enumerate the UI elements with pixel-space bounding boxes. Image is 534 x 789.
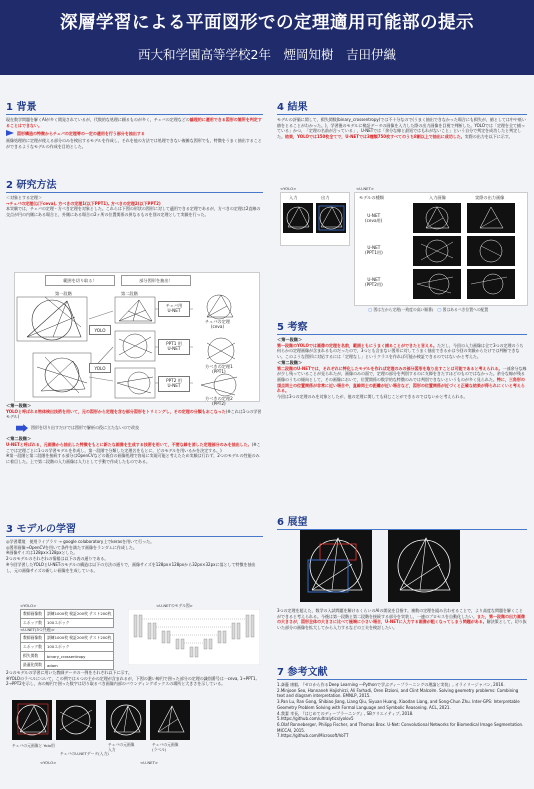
- outlook-text: [277, 608, 527, 631]
- training-line: 2つのモデルの学習に用いた教師データの一例をそれぞれ以下に示す。: [6, 670, 133, 675]
- table-row: [21, 610, 114, 619]
- example-figure: [106, 700, 146, 740]
- legend-circle-icon: ◯: [437, 307, 442, 312]
- legend-text: 図はあるべき位置への配置: [442, 307, 489, 312]
- example-tag: <U-NET>: [140, 760, 159, 765]
- unet-output-2: [467, 236, 515, 266]
- background-bullet-text: 図形構造の特徴からチェバの定理等の一定の適用を行う部分を抽出する: [17, 130, 145, 136]
- outlook-tail: 解決策として，切り抜いた部分の画像を拡大してから入力するなどの工夫を検討したい。: [277, 619, 527, 631]
- input-label: 入力: [289, 195, 298, 200]
- training-line: ◎図形画像→OpenCVを用いて条件を満たす画像をランダムに作成した。: [6, 544, 137, 550]
- example-caption: チェバの元画像 入力: [108, 742, 135, 752]
- discussion-stage2-title: ＜第二段階＞: [277, 359, 303, 365]
- training-line: ※今回学習したYOLOとU-NETのモデルの構造は以下の方法の通りで，画像サイズを128px×128pxから32px×32pxに落として特徴を抽出し，元の画像サイズの新しい画像を生成している。: [6, 561, 256, 573]
- results-unet-table: [354, 192, 528, 306]
- unet-input-2: [413, 236, 461, 266]
- output-label-1: チェバの定理 (ceva): [205, 319, 230, 329]
- results-text-part: モデルの評価に関して，損失関数(binary_crossentropy)では不十分なので(うまく抽出できなかった場合にも損失が，値としては中や低い値をとることがわかった。)，学習後のモデルに検証データの画像を入力した際の出力画像を目視で判断した。YOLOでは「定理を全て捕っている」かつ，「定理の名前が合っている」，U-NETでは「余分な線と最短ではもれがないこと」という自分で判定を成功したと判定した。: [277, 117, 526, 140]
- unet-table-label: <U-NET(3つ共通)>: [20, 627, 55, 632]
- poster-title: 深層学習による平面図形での定理適用可能部の提示: [60, 13, 474, 33]
- yolo-label-2: YOLO: [94, 365, 106, 371]
- section-background: [6, 98, 263, 150]
- unet-box-2: [158, 339, 190, 355]
- reference-item: 5.https://github.com/ultralytics/yolov5: [277, 716, 354, 722]
- training-line: ※画像サイズは128px×128pxとした。: [6, 550, 78, 556]
- background-text-2: 画像処理的に定理が使える部分のみを検出するモデルを作成し，それを他の方法では処理できない複雑な図形でも，特徴をうまく抽出することができるようなモデルの作成を目的とした。: [6, 138, 262, 150]
- training-examples-text: [6, 670, 263, 687]
- discussion-conclusion: 今回は3つの定理のみを対象としたが，他の定理に関しても同じことができるのではないかと考えられる。: [277, 394, 468, 400]
- outlook-paragraph: [277, 608, 527, 631]
- unet-label-3: PPT2 用 U-NET: [166, 378, 182, 388]
- results-yolo-panel: [280, 192, 350, 246]
- stage1-tail: (※これは1つの学習モデル): [6, 408, 262, 420]
- unet-input-3: [413, 269, 461, 299]
- range-label: 範囲を切り取る！: [63, 278, 97, 283]
- example-image-1: [12, 700, 52, 740]
- table-cell: 損失関数: [21, 652, 45, 661]
- part-label: 部分図形を抽出！: [139, 278, 173, 283]
- table-header: モデルの種類: [359, 195, 384, 200]
- outlook-highlight: また，第一段階の出力画像の大きさが，図形全体の大きさに比べて極端に小さい場合，U-NETに入力する画像が粗くなってしまう問題がある。: [277, 613, 525, 625]
- discussion-stage1-title: ＜第一段階＞: [277, 337, 303, 342]
- table-header: 入力画像: [429, 195, 446, 200]
- table-cell: binary_crossentropy: [44, 652, 113, 661]
- results-yolo-output: [316, 203, 346, 233]
- discussion-text-part: 一部余分な線が少し残っていることが見られたが，画像のみの面で，定理の部分を判別するのに支障をきたすほどのものではなかった。余分な線が残る画像のうちの傾向として，その画像において，位置関係の数学的な特徴のみでは判別できないというものが多く見られた。: [277, 365, 527, 382]
- results-highlight: 結果，YOLOでは150枚全てで，U-NETでは3種類750枚すべてのうち8割以上で抽出に成功した。: [285, 134, 465, 140]
- stage1-text: [6, 409, 263, 420]
- table-cell: 訓練1000枚 検証200枚 テスト200枚: [44, 610, 113, 619]
- output-label-3: 方べきの定理2 (PPT2): [205, 396, 233, 406]
- outlook-figure: [388, 530, 460, 602]
- section-discussion: [277, 318, 527, 400]
- unet-table: [20, 633, 114, 670]
- model-name: U-NET (PPT1用): [365, 245, 383, 255]
- section-training: [6, 520, 263, 573]
- unet-box-3: [158, 376, 190, 392]
- outlook-image-1: [300, 530, 372, 602]
- stage1-label: 第一段階: [55, 291, 72, 296]
- example-image-2: [56, 700, 96, 740]
- reference-item: 1.斎藤 康毅, 『ゼロから作るDeep Learning ―Pythonで学ぶディープラーニングの理論と実装』, オライリージャパン, 2016.: [277, 682, 505, 687]
- training-line: ◎学習環境 使用ライブラリ → google colaboratory上でkerasを用いて行った。: [6, 539, 155, 544]
- stage2-title: ＜第二段階＞: [6, 436, 32, 442]
- reference-item: 6.Olaf Ronneberger, Philipp Fischer, and Thomas Brox. U-Net: Convolutional Networks for Biomedical Image Segmentation. MICCAI, 2015.: [277, 721, 524, 733]
- result-figure: [413, 203, 461, 233]
- stage-arrow-text: 図形を切り出すだけでは図形で解析の役に立たないので改良: [31, 425, 139, 431]
- stage2-label: 第二段階: [121, 291, 138, 296]
- example-figure: [12, 700, 52, 740]
- discussion-highlight: 特に，三角形の頂点同士の位置関係が非常に近い場合や，直線同士の距離が近い場合など，図形の位置関係が近づくと正確な結果が得られにくいと考えられる。: [277, 376, 525, 394]
- example-figure: [150, 700, 190, 740]
- results-legend: [368, 307, 488, 313]
- output-label-2: 方べきの定理1 (PPT1): [205, 364, 233, 374]
- method-text: 本実験では，チェバの定理・方べき定理を対象とした。これらは下図の形状の図形に対して適用できる定理であるが，方べきの定理は2直線の交点が円の内側にある場合と，外側にある場合の2ヶ所の位置関係の異なるものを別の定理として実験を行った。: [6, 206, 261, 218]
- poster-authors: 西大和学園高等学校2年 煙岡知樹 吉田伊織: [138, 47, 396, 62]
- stage1-highlight: YOLOと呼ばれる物体検出技術を用いて，元の図形から定理を含む部分図形をトリミングし，その定理の分類もおこなった: [6, 408, 226, 414]
- results-yolo-input: [283, 203, 313, 233]
- example-caption: チェバの元画像 (ラベル): [152, 742, 179, 752]
- table-cell: 訓練1000枚 検証200枚 テスト200枚: [44, 634, 113, 643]
- results-tail: 実際の出力を以下に示す。: [464, 134, 513, 140]
- section-results: [277, 98, 527, 140]
- example-figure: [56, 700, 96, 740]
- table-cell: エポック数: [21, 643, 45, 652]
- stage2-note: ※第一段階と第二段階を接続する部分はOpenCVなどの既存の画像処理で容易に実現可能と考えたため実験は行わず，2つのモデルの性能のみに着目した。上で第二段階の入力画像は人力として手動で作成したものである。: [6, 453, 260, 464]
- unet-label-2: PPT1 用 U-NET: [166, 341, 182, 351]
- table-header: 実際の出力画像: [475, 195, 505, 200]
- unet-input-1: [413, 203, 461, 233]
- result-figure: [413, 269, 461, 299]
- outlook-text-part: 3つの定理を超えた，数学の入試問題を解けるくらいのAIの開発を目指す。複数の定理を組み合わせることで，より高度な問題を解くことができると考えられる。今後は第一段階と第二段階を接続する部分を実装し，一連のプロセスを自動化したい。: [277, 608, 524, 619]
- table-row: [21, 634, 114, 643]
- background-highlight: 論理的に適用できる図形の箇所を判定することはできない。: [6, 117, 262, 128]
- yolo-table: [20, 609, 114, 628]
- method-target: ＜対象とする定理＞: [6, 195, 42, 200]
- stage-arrow: [6, 424, 263, 432]
- table-cell: adam: [44, 661, 113, 670]
- result-figure: [316, 203, 346, 233]
- section-heading: 5 考察: [277, 318, 527, 335]
- result-figure: [413, 236, 461, 266]
- background-text-part: 現在数学問題を解くAIが多く開発されているが，代数的な処理に頼るものが多く，チェバの定理などの: [6, 117, 190, 122]
- result-figure: [283, 203, 313, 233]
- result-figure: [467, 203, 515, 233]
- table-cell: 教師画像数: [21, 610, 45, 619]
- yolo-table-label: <YOLO>: [20, 603, 37, 608]
- output-label: 出力: [321, 195, 330, 200]
- section-method: [6, 176, 263, 218]
- table-cell: 教師画像数: [21, 634, 45, 643]
- section-heading: 4 結果: [277, 98, 527, 115]
- right-arrow-icon: [16, 424, 28, 432]
- outlook-image-2: [388, 530, 460, 602]
- model-name: U-NET (PPT2用): [365, 277, 383, 287]
- section-heading: 1 背景: [6, 98, 263, 115]
- table-cell: 100エポック: [44, 643, 113, 652]
- stage1-title: ＜第一段階＞: [6, 403, 32, 408]
- model-name: U-NET (ceva用): [365, 213, 383, 223]
- reference-item: 7.https://github.com/Microsoft/VoTT: [277, 733, 349, 739]
- method-diagram: [14, 272, 260, 406]
- discussion-highlight: 第二段階のU-NETでは，それぞれに特化したモデルを作れば定理のみの部分図形を取り出すことは可能であると考えられる。: [277, 365, 503, 371]
- unet-output-1: [467, 203, 515, 233]
- method-diagram-shapes: [15, 273, 259, 401]
- unet-label-1: チェバ用 U-NET: [165, 303, 183, 313]
- reference-item: 3.Pan Lu, Ran Gong, Shibiao Jiang, Liang Qiu, Siyuan Huang, Xiaodan Liang, and Song-Chun Zhu. Inter-GPS: Interpretable Geometry Problem Solving with Formal Language and Symbolic Reasoning. ACL, 2021.: [277, 699, 520, 710]
- poster-header: [0, 0, 534, 75]
- section-references: [277, 663, 527, 739]
- table-row: [21, 652, 114, 661]
- reference-item: 4.我妻 幸長, 『はじめてのディープラーニング』, SBクリエイティブ, 2018.: [277, 710, 414, 716]
- result-figure: [467, 269, 515, 299]
- table-cell: 100エポック: [44, 619, 113, 628]
- discussion-highlight: 第一段階のYOLOでは画像の定理を名前，範囲ともにうまく捕ることができたと言える。: [277, 342, 437, 348]
- section-heading: 6 展望: [277, 513, 527, 530]
- table-cell: エポック数: [21, 619, 45, 628]
- stage2-text: [6, 442, 263, 453]
- discussion-text-part: ただし，今回の入力画像は全て3つの定理のうち何らかの定理画像が含まれるものだったので，3つとも含まない図形に対してうまく抽出できるかは今回の実験からだけでは判断できない。このような図形に対応するには「定理なし」というクラスを作れば可能か検証できるのではないかと考えた。: [277, 342, 524, 360]
- legend-circle-icon: ◯: [368, 307, 373, 312]
- yolo-box-2: [89, 363, 111, 373]
- table-cell: 最適化関数: [21, 661, 45, 670]
- example-image-3: [106, 700, 146, 740]
- stage2-highlight: U-NETと呼ばれる，元画像から抽出した特徴をもとに新たな画像を生成する技術を用いて，不要な線を消した定理部分のみを抽出した。: [6, 441, 252, 447]
- results-unet-tag: <U-NET>: [356, 186, 375, 191]
- yolo-label-1: YOLO: [94, 327, 106, 333]
- results-text: [277, 117, 527, 140]
- discussion-stage1-text: [277, 343, 527, 360]
- unet-box-1: [158, 301, 190, 317]
- table-row: [21, 661, 114, 670]
- section-stages: [6, 403, 263, 465]
- table-row: [21, 643, 114, 652]
- outlook-figure: [300, 530, 372, 602]
- unet-output-3: [467, 269, 515, 299]
- unet-model-diagram: [128, 609, 260, 665]
- example-tag: <YOLO>: [40, 760, 57, 765]
- training-line: 2つのモデルのそれぞれの情報は以下の表の通りである。: [6, 556, 109, 562]
- unet-model-label: <U-NETのモデル図>: [156, 603, 193, 608]
- result-figure: [467, 236, 515, 266]
- section-heading: 7 参考文献: [277, 663, 527, 680]
- background-bullet: [6, 130, 263, 136]
- method-target-theorems: →チェバの定理(以下ceva), 方べきの定理1(以下PPT1), 方べきの定理2(以下PPT2): [6, 200, 161, 206]
- training-line: ※YOLOのラベルについて，この例ではｓつの主かの定理が含まれるが，下図の濃い線円で囲った部分の定理の識別番号は一ceva, 1→PPT1, 2→PPT2を示し，赤の線円で囲った数字は切り取るべき画像内部のバウンディングボックスの場所と大きさを示している。: [6, 675, 257, 687]
- example-image-4: [150, 700, 190, 740]
- example-caption: チェバのU-NETデータ(入力): [60, 751, 109, 756]
- stage2-tail: (※ここでは定理ごとに1つの学習モデルを作成し，第一段階で分類した定理名をもとに，どのモデルを用いるかを決定する。): [6, 441, 261, 453]
- reference-item: 2.Minjoon Seo, Hannaneh Hajishirzi, Ali Farhadi, Oren Etzioni, and Clint Malcolm. Solving geometry problems: Combining text and diagram interpretation. EMNLP, 2015.: [277, 687, 519, 699]
- example-caption: チェバの元画像と Yolo用: [12, 743, 55, 748]
- yolo-box-1: [89, 325, 111, 335]
- arrow-icon: [6, 130, 14, 136]
- background-text: [6, 117, 263, 128]
- section-heading: 2 研究方法: [6, 176, 263, 193]
- legend-text: 図は左から定理(一致度の高い順番): [373, 307, 434, 312]
- section-heading: 3 モデルの学習: [6, 520, 263, 537]
- results-yolo-tag: <YOLO>: [280, 186, 297, 191]
- discussion-stage2-text: [277, 366, 527, 395]
